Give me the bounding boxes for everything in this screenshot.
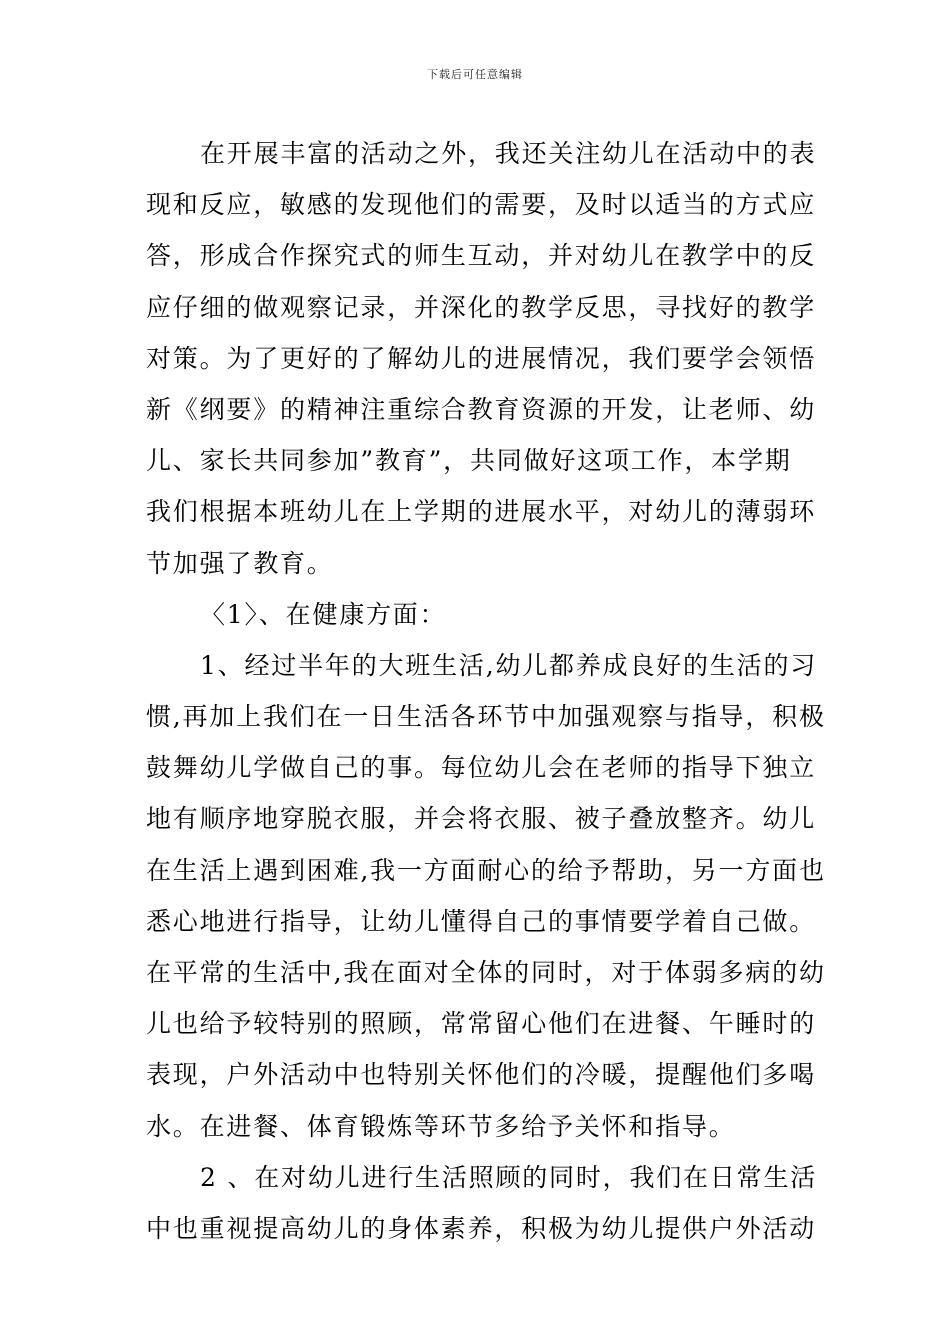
text-line: 在生活上遇到困难,我一方面耐心的给予帮助，另一方面也	[146, 855, 826, 885]
text-line: 应仔细的做观察记录，并深化的教学反思，寻找好的教学	[146, 292, 817, 322]
document-body	[146, 128, 826, 1254]
page-header: 下载后可任意编辑	[427, 68, 523, 81]
text-line: 悉心地进行指导，让幼儿懂得自己的事情要学着自己做。	[146, 906, 817, 936]
text-line: 惯,再加上我们在一日生活各环节中加强观察与指导，积极	[146, 702, 826, 732]
text-line: 中也重视提高幼儿的身体素养，积极为幼儿提供户外活动	[146, 1213, 817, 1243]
text-line: 在开展丰富的活动之外，我还关注幼儿在活动中的表	[200, 139, 817, 168]
text-line: 节加强了教育。	[146, 548, 334, 578]
text-line: 鼓舞幼儿学做自己的事。每位幼儿会在老师的指导下独立	[146, 753, 817, 783]
text-line: 对策。为了更好的了解幼儿的进展情况，我们要学会领悟	[146, 343, 817, 373]
text-line: 2 、在对幼儿进行生活照顾的同时，我们在日常生活	[200, 1162, 818, 1192]
text-line: 我们根据本班幼儿在上学期的进展水平，对幼儿的薄弱环	[146, 497, 817, 527]
text-line: 水。在进餐、体育锻炼等环节多给予关怀和指导。	[146, 1111, 736, 1141]
text-line: 1、经过半年的大班生活,幼儿都养成良好的生活的习	[200, 650, 818, 680]
text-line: 儿、家长共同参加”教育”，共同做好这项工作，本学期	[146, 446, 792, 476]
section-heading: 〈1〉、在健康方面：	[200, 599, 447, 629]
text-line: 表现，户外活动中也特别关怀他们的冷暖，提醒他们多喝	[146, 1060, 817, 1090]
text-line: 新《纲要》的精神注重综合教育资源的开发，让老师、幼	[146, 394, 817, 424]
text-line: 地有顺序地穿脱衣服，并会将衣服、被子叠放整齐。幼儿	[146, 804, 817, 834]
text-line: 儿也给予较特别的照顾，常常留心他们在进餐、午睡时的	[146, 1009, 817, 1039]
text-line: 在平常的生活中,我在面对全体的同时，对于体弱多病的幼	[146, 958, 826, 987]
text-line: 答，形成合作探究式的师生互动，并对幼儿在教学中的反	[146, 241, 817, 271]
text-line: 现和反应，敏感的发现他们的需要，及时以适当的方式应	[146, 190, 817, 220]
